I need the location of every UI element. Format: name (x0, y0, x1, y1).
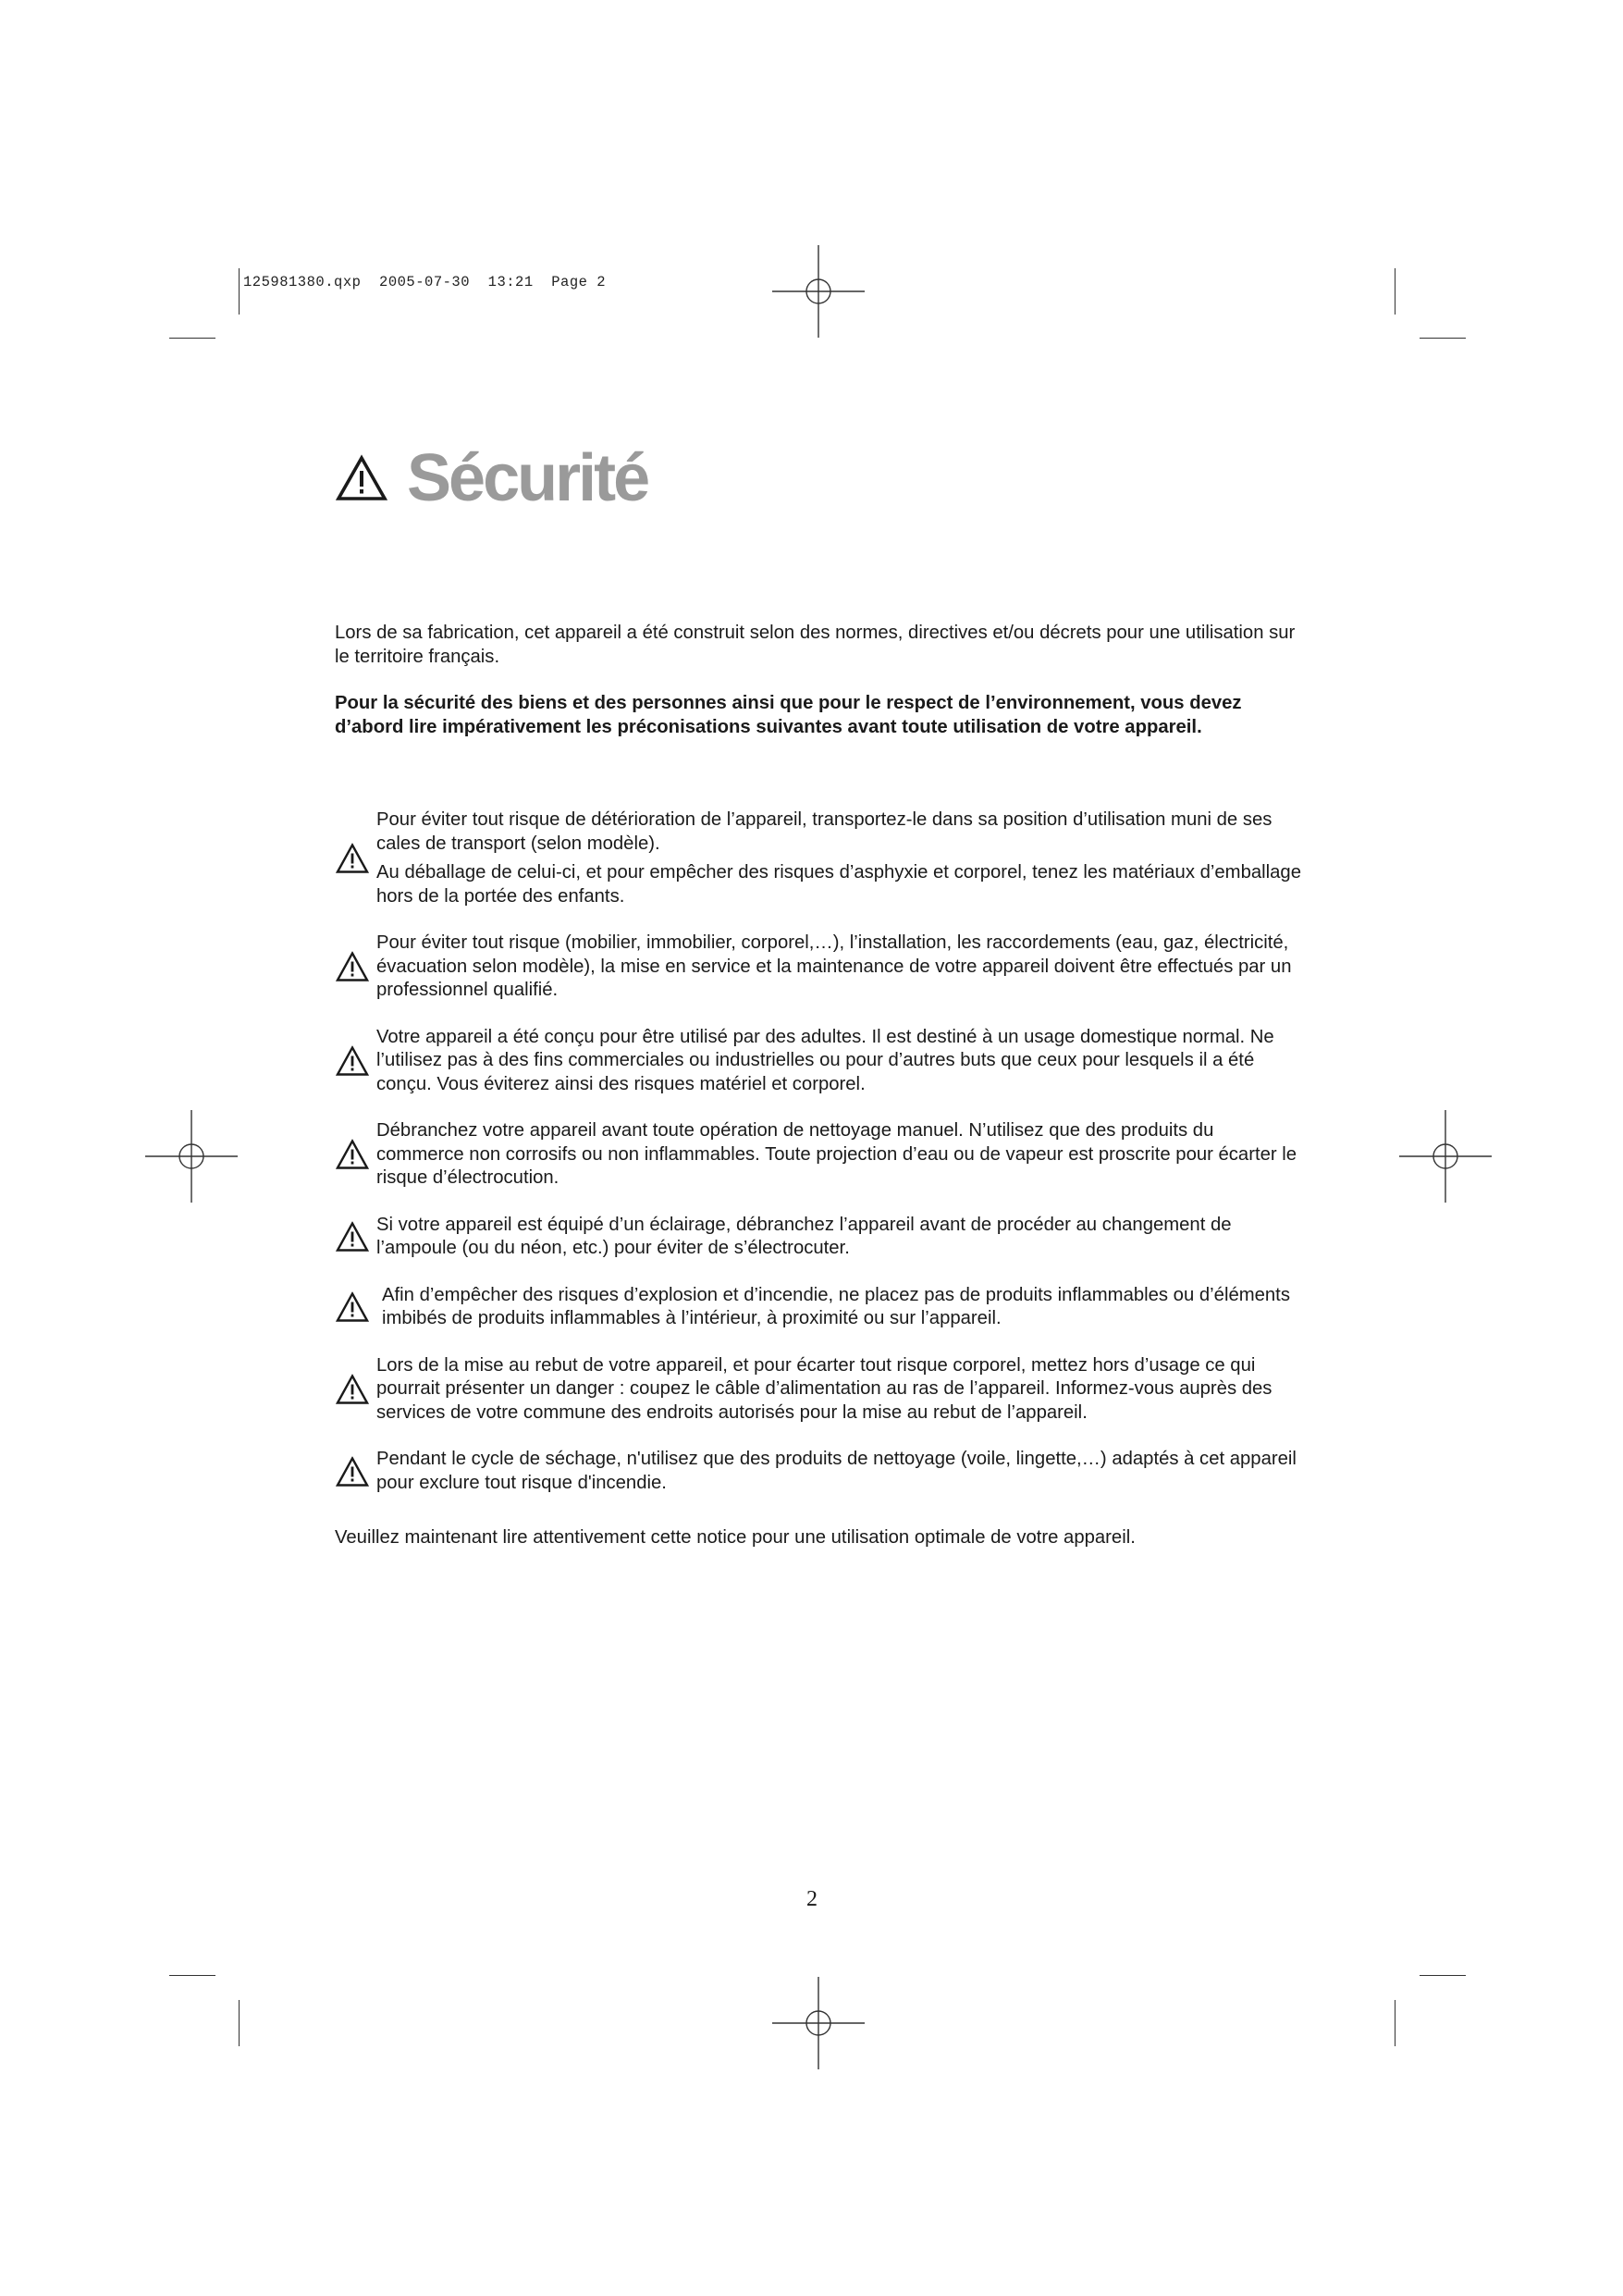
crop-mark-bottom-left-horizontal (169, 1975, 215, 1976)
print-slug: 125981380.qxp 2005-07-30 13:21 Page 2 (243, 274, 607, 290)
warning-item (335, 932, 1306, 1003)
crop-mark-bottom-left-vertical (239, 2000, 240, 2046)
warning-text: Lors de la mise au rebut de votre appareil, et pour écarter tout risque corporel, mettez hors d’usage ce qui pourrait présenter un danger : coupez le câble d’alimentation au ras de l’appareil. Informez-vous auprès des services de votre commune des endroits autorisés pour la mise au rebut de l’appareil. (376, 1354, 1273, 1423)
warning-icon (336, 1374, 369, 1404)
registration-mark-left-icon (145, 1110, 238, 1203)
warning-item (335, 1026, 1306, 1097)
warning-icon (336, 1045, 369, 1076)
warning-text: Si votre appareil est équipé d’un éclairage, débranchez l’appareil avant de procéder au changement de l’ampoule (ou du néon, etc.) pour éviter de s’électrocuter. (376, 1214, 1232, 1258)
intro-bold-paragraph: Pour la sécurité des biens et des personnes ainsi que pour le respect de l’environnement, vous devez d’abord lire impérativement les préconisations suivantes avant toute utilisation de votre appareil. (335, 693, 1242, 737)
page-title: Sécurité (407, 441, 648, 515)
warning-text: Débranchez votre appareil avant toute opération de nettoyage manuel. N’utilisez que des produits du commerce non corrosifs ou non inflammables. Toute projection d’eau ou de vapeur est proscrite pour écarter le risque d’électrocution. (376, 1120, 1297, 1188)
warning-icon (336, 1222, 369, 1253)
warning-icon (336, 1456, 369, 1487)
crop-mark-top-right-horizontal (1420, 338, 1466, 339)
warning-icon (335, 454, 388, 502)
warning-text: Pour éviter tout risque (mobilier, immobilier, corporel,…), l’installation, les raccordements (eau, gaz, électricité, évacuation selon modèle), la mise en service et la maintenance de votre appareil doivent être effectués par un professionnel qualifié. (376, 932, 1292, 1000)
warning-text: Votre appareil a été conçu pour être utilisé par des adultes. Il est destiné à un usage domestique normal. Ne l’utilisez pas à des fins commerciales ou industrielles ou pour d’autres buts que ceux pour lesquels il a été conçu. Vous éviterez ainsi des risques matériel et corporel. (376, 1026, 1274, 1094)
warning-text: Pendant le cycle de séchage, n'utilisez que des produits de nettoyage (voile, lingette,…) adaptés à cet appareil pour exclure tout risque d'incendie. (376, 1449, 1297, 1493)
warning-text: Au déballage de celui-ci, et pour empêcher des risques d’asphyxie et corporel, tenez les matériaux d’emballage hors de la portée des enfants. (376, 862, 1301, 907)
warning-item (335, 1119, 1306, 1191)
crop-mark-bottom-right-horizontal (1420, 1975, 1466, 1976)
closing-paragraph: Veuillez maintenant lire attentivement cette notice pour une utilisation optimale de votre appareil. (335, 1527, 1136, 1548)
warning-icon (336, 952, 369, 982)
page-number: 2 (806, 1887, 818, 1911)
warning-item (335, 1354, 1306, 1426)
registration-mark-bottom-icon (772, 1977, 865, 2069)
warning-text: Afin d’empêcher des risques d’explosion et d’incendie, ne placez pas de produits inflammables ou d’éléments imbibés de produits inflammables à l’intérieur, à proximité ou sur l’appareil. (382, 1284, 1290, 1328)
warning-icon (336, 844, 369, 874)
warning-item (335, 1214, 1306, 1261)
warning-text: Pour éviter tout risque de détérioration de l’appareil, transportez-le dans sa position d’utilisation muni de ses cales de transport (selon modèle). (376, 809, 1273, 854)
crop-mark-bottom-right-vertical (1395, 2000, 1396, 2046)
registration-mark-top-icon (772, 245, 865, 338)
crop-mark-top-left-vertical (239, 268, 240, 315)
registration-mark-right-icon (1399, 1110, 1492, 1203)
intro-paragraph: Lors de sa fabrication, cet appareil a été construit selon des normes, directives et/ou décrets pour une utilisation sur le territoire français. (335, 623, 1296, 667)
crop-mark-top-left-horizontal (169, 338, 215, 339)
warnings-list (335, 809, 1306, 1518)
warning-item (335, 1284, 1306, 1331)
warning-item (335, 809, 1306, 908)
warning-icon (336, 1292, 369, 1323)
warning-icon (336, 1140, 369, 1170)
warning-item (335, 1448, 1306, 1495)
page-heading (335, 437, 647, 520)
crop-mark-top-right-vertical (1395, 268, 1396, 315)
